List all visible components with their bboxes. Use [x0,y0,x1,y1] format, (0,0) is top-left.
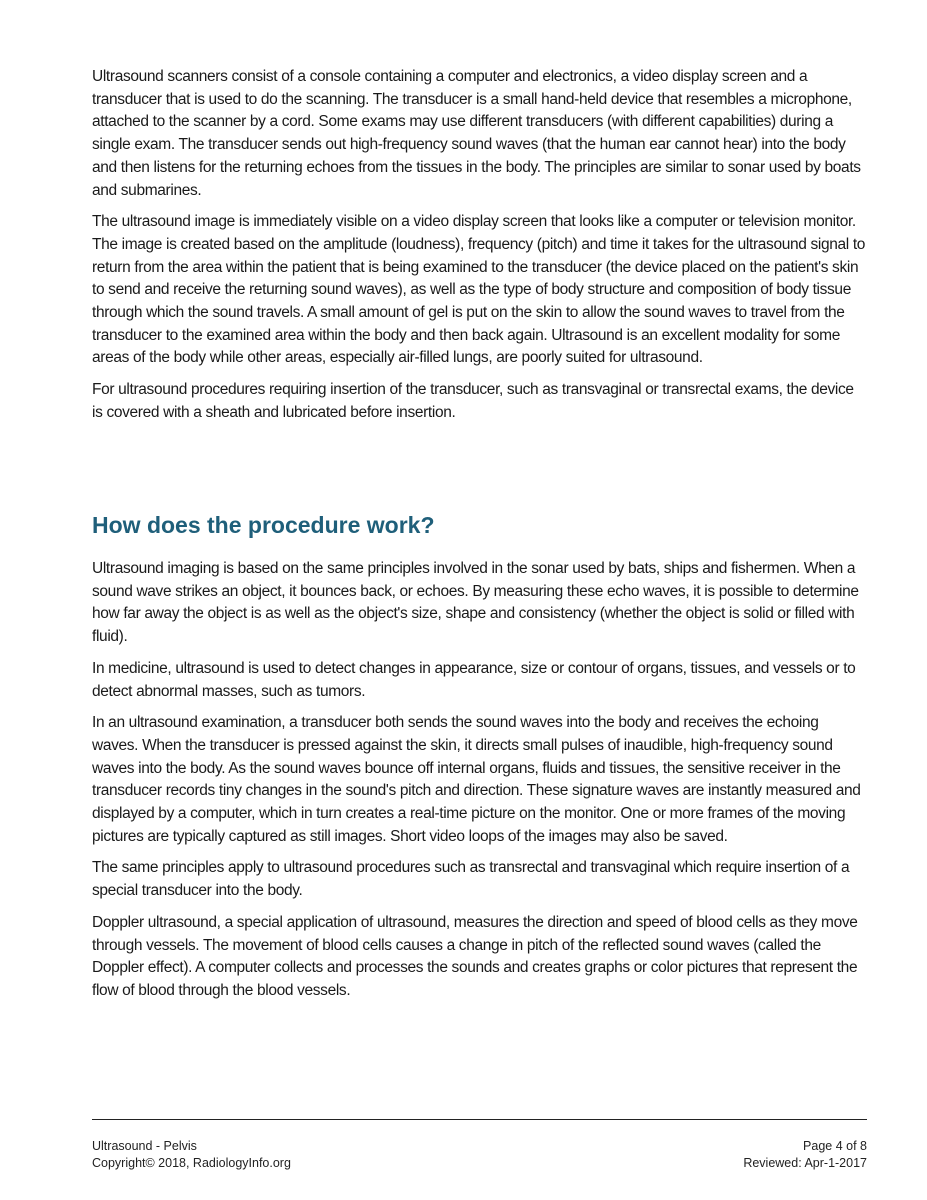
intro-paragraph-2: The ultrasound image is immediately visible on a video display screen that looks like a computer or television monitor. The image is created based on the amplitude (loudness), frequency (pitch) and time it takes for the ultrasound signal to return from the area within the patient that is being examined to the transducer (the device placed on the patient's skin to send and receive the returning sound waves), as well as the type of body structure and composition of body tissue through which the sound travels. A small amount of gel is put on the skin to allow the sound waves to travel from the transducer to the examined area within the body and then back again. Ultrasound is an excellent modality for some areas of the body while other areas, especially air-filled lungs, are poorly suited for ultrasound. [92,213,866,367]
procedure-paragraph-5: Doppler ultrasound, a special application of ultrasound, measures the direction and speed of blood cells as they move through vessels. The movement of blood cells causes a change in pitch of the reflected sound waves (called the Doppler effect). A computer collects and processes the sounds and creates graphs or color pictures that represent the flow of blood through the blood vessels. [92,913,858,999]
footer-reviewed-date: Reviewed: Apr-1-2017 [743,1156,867,1170]
footer-page-number: Page 4 of 8 [803,1139,867,1153]
section-heading: How does the procedure work? [92,512,435,538]
footer-document-title: Ultrasound - Pelvis [92,1139,197,1153]
footer-divider [92,1119,867,1120]
footer-copyright: Copyright© 2018, RadiologyInfo.org [92,1156,291,1170]
footer-row-bottom [92,1155,867,1172]
procedure-paragraph-4: The same principles apply to ultrasound procedures such as transrectal and transvaginal which require insertion of a special transducer into the body. [92,859,850,900]
procedure-paragraph-1: Ultrasound imaging is based on the same principles involved in the sonar used by bats, ships and fishermen. When a sound wave strikes an object, it bounces back, or echoes. By measuring these echo waves, it is possible to determine how far away the object is as well as the object's size, shape and consistency (whether the object is solid or filled with fluid). [92,560,859,646]
procedure-paragraph-3: In an ultrasound examination, a transducer both sends the sound waves into the body and receives the echoing waves. When the transducer is pressed against the skin, it directs small pulses of inaudible, high-frequency sound waves into the body. As the sound waves bounce off internal organs, fluids and tissues, the sensitive receiver in the transducer records tiny changes in the sound's pitch and direction. These signature waves are instantly measured and displayed by a computer, which in turn creates a real-time picture on the monitor. One or more frames of the moving pictures are typically captured as still images. Short video loops of the images may also be saved. [92,714,861,845]
procedure-paragraph-2: In medicine, ultrasound is used to detect changes in appearance, size or contour of organs, tissues, and vessels or to detect abnormal masses, such as tumors. [92,659,856,700]
procedure-section [92,558,867,1012]
intro-paragraph-1: Ultrasound scanners consist of a console containing a computer and electronics, a video display screen and a transducer that is used to do the scanning. The transducer is a small hand-held device that resembles a microphone, attached to the scanner by a cord. Some exams may use different transducers (with different capabilities) during a single exam. The transducer sends out high-frequency sound waves (that the human ear cannot hear) into the body and then listens for the returning echoes from the tissues in the body. The principles are similar to sonar used by boats and submarines. [92,68,861,199]
page-footer [92,1138,867,1172]
footer-row-top [92,1138,867,1155]
intro-section [92,66,867,434]
intro-paragraph-3: For ultrasound procedures requiring insertion of the transducer, such as transvaginal or transrectal exams, the device is covered with a sheath and lubricated before insertion. [92,381,854,421]
